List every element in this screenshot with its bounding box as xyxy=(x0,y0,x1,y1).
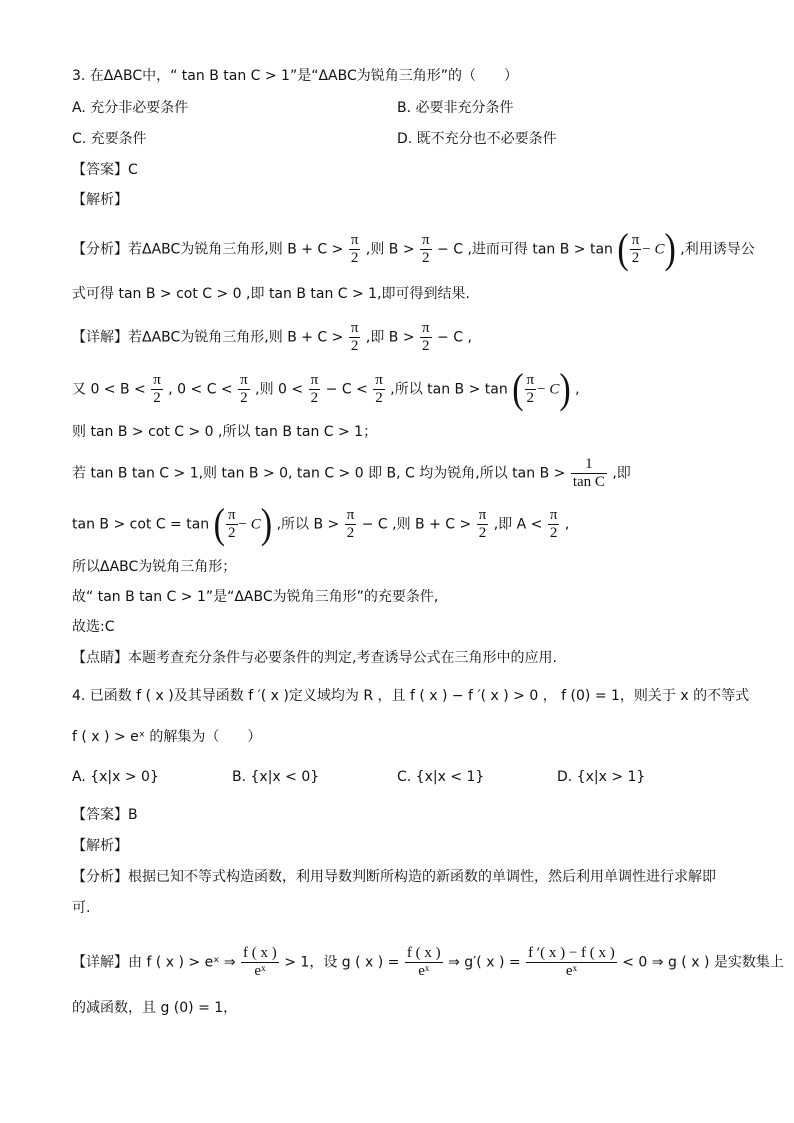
fraction-pi-over-2: $\frac{\pi}{2}$ xyxy=(549,507,558,541)
fraction-pi-over-2: $\frac{\pi}{2}$ xyxy=(350,320,359,354)
q3-fenxi-text-b: ,则 B > xyxy=(365,241,415,258)
q3-fenxi-text-d: ,利用诱导公 xyxy=(680,241,755,258)
left-paren: ( xyxy=(213,500,225,547)
q4-xiangjie-line2: 的减函数，且 g (0) = 1， xyxy=(72,1000,238,1016)
q3-option-d: D. 既不充分也不必要条件 xyxy=(397,131,557,147)
fraction-pi-over-2: $\frac{\pi}{2}$ xyxy=(375,372,383,406)
left-paren: ( xyxy=(617,225,629,272)
q4-analysis-tag: 【解析】 xyxy=(72,838,128,854)
left-paren: ( xyxy=(512,365,524,412)
frac-den: 2 xyxy=(350,250,359,266)
q4-xiangjie-line1: 【详解】由 f ( x ) > eˣ ⇒ $\frac{f ( x )}{\text{eˣ}}$ > 1，设 g ( x ) = $\frac{f ( x )}{\text{eˣ}}$ ⇒ g′( x ) = $\frac{f '( x ) - f ( x )}{\text{eˣ}}$ < 0 ⇒ g ( x ) 是实数集上 xyxy=(72,945,784,979)
fraction-pi-over-2: $\frac{\pi}{2}$ xyxy=(310,372,319,406)
q3-fenxi-text-a: 【分析】若ΔABC为锐角三角形,则 B + C > xyxy=(72,241,344,258)
q3-line2: 又 0 < B < $\frac{\pi}{2}$ , 0 < C < $\frac{\pi}{2}$ ,则 0 < $\frac{\pi}{2}$ − C < $\frac{\pi}{2}$ ,所以 tan B > tan ( $\frac{\pi}{2}$ − C) , xyxy=(72,365,580,412)
fraction-pi-over-2: $\frac{\pi}{2}$ xyxy=(478,507,487,541)
q3-xiangjie-line1: 【详解】若ΔABC为锐角三角形,则 B + C > $\frac{\pi}{2}$ ,即 B > $\frac{\pi}{2}$ − C , xyxy=(72,320,472,354)
fraction-pi-over-2: $\frac{\pi}{2}$ xyxy=(631,232,640,266)
right-paren: ) xyxy=(260,500,273,547)
q4-option-d: D. {x|x > 1} xyxy=(557,769,646,785)
fraction-fx-over-ex: $\frac{f ( x )}{\text{eˣ}}$ xyxy=(243,945,277,979)
q3-line4: 若 tan B tan C > 1,则 tan B > 0, tan C > 0 即 B, C 均为锐角,所以 tan B > $\frac{1}{\text{tan C}}$ ,即 xyxy=(72,456,631,490)
q3-fenxi-text-c: − C ,进而可得 tan B > tan xyxy=(437,241,613,258)
fraction-derivative: $\frac{f '( x ) - f ( x )}{\text{eˣ}}$ xyxy=(528,945,615,979)
fraction-pi-over-2: $\frac{\pi}{2}$ xyxy=(153,372,161,406)
q3-line8: 故选:C xyxy=(72,619,115,635)
frac-num: π xyxy=(350,232,359,248)
q3-line6: 所以ΔABC为锐角三角形； xyxy=(72,559,237,575)
q4-answer: 【答案】B xyxy=(72,807,138,823)
q3-line9: 【点睛】本题考查充分条件与必要条件的判定,考查诱导公式在三角形中的应用. xyxy=(72,650,557,666)
q3-line7: 故“ tan B tan C > 1”是“ΔABC为锐角三角形”的充要条件, xyxy=(72,589,439,605)
fraction-pi-over-2: $\frac{\pi}{2}$ xyxy=(422,232,430,266)
q4-option-a: A. {x|x > 0} xyxy=(72,769,159,785)
fraction-pi-over-2: $\frac{\pi}{2}$ xyxy=(526,372,535,406)
q3-fenxi-line1: 【分析】若ΔABC为锐角三角形,则 B + C > $\frac{\pi}{2}$ ,则 B > $\frac{\pi}{2}$ − C ,进而可得 tan B > tan ( $\frac{\pi}{2}$ − C) ,利用诱导公 xyxy=(72,225,755,272)
q3-stem: 3. 在ΔABC中，“ tan B tan C > 1”是“ΔABC为锐角三角形”的（ ） xyxy=(72,68,518,84)
q3-fenxi-line2: 式可得 tan B > cot C > 0 ,即 tan B tan C > 1,即可得到结果. xyxy=(72,286,470,302)
q3-option-b: B. 必要非充分条件 xyxy=(397,100,514,116)
q3-answer: 【答案】C xyxy=(72,162,138,178)
fraction-pi-over-2: $\frac{\pi}{2}$ xyxy=(422,320,430,354)
q4-fenxi-line1: 【分析】根据已知不等式构造函数，利用导数判断所构造的新函数的单调性，然后利用单调性进行求解即 xyxy=(72,869,716,885)
q3-option-c: C. 充要条件 xyxy=(72,131,147,147)
fraction-1-over-tanC: $\frac{1}{\text{tan C}}$ xyxy=(572,456,605,490)
fraction-pi-over-2: $\frac{\pi}{2}$ xyxy=(240,372,248,406)
fraction-pi-over-2: $\frac{\pi}{2}$ xyxy=(227,507,236,541)
fraction-pi-over-2 xyxy=(349,232,361,267)
q3-line3: 则 tan B > cot C > 0 ,所以 tan B tan C > 1； xyxy=(72,424,378,440)
fraction-pi-over-2: $\frac{\pi}{2}$ xyxy=(346,507,355,541)
q4-fenxi-line2: 可. xyxy=(72,900,91,916)
fraction-fx-over-ex: $\frac{f ( x )}{\text{eˣ}}$ xyxy=(406,945,441,979)
q4-stem-line2: f ( x ) > eˣ 的解集为（ ） xyxy=(72,729,262,745)
right-paren: ) xyxy=(664,225,676,272)
q4-stem-line1: 4. 已函数 f ( x )及其导函数 f ′( x )定义域均为 R ，且 f ( x ) − f ′( x ) > 0 ， f (0) = 1，则关于 x 的不等式 xyxy=(72,688,750,704)
q3-line5: tan B > cot C = tan ( $\frac{\pi}{2}$ − C) ,所以 B > $\frac{\pi}{2}$ − C ,则 B + C > $\frac{\pi}{2}$ ,即 A < $\frac{\pi}{2}$ , xyxy=(72,500,570,547)
q3-option-a: A. 充分非必要条件 xyxy=(72,100,189,116)
q4-option-b: B. {x|x < 0} xyxy=(232,769,320,785)
right-paren: ) xyxy=(559,365,571,412)
q3-analysis-tag: 【解析】 xyxy=(72,192,128,208)
q4-option-c: C. {x|x < 1} xyxy=(397,769,485,785)
